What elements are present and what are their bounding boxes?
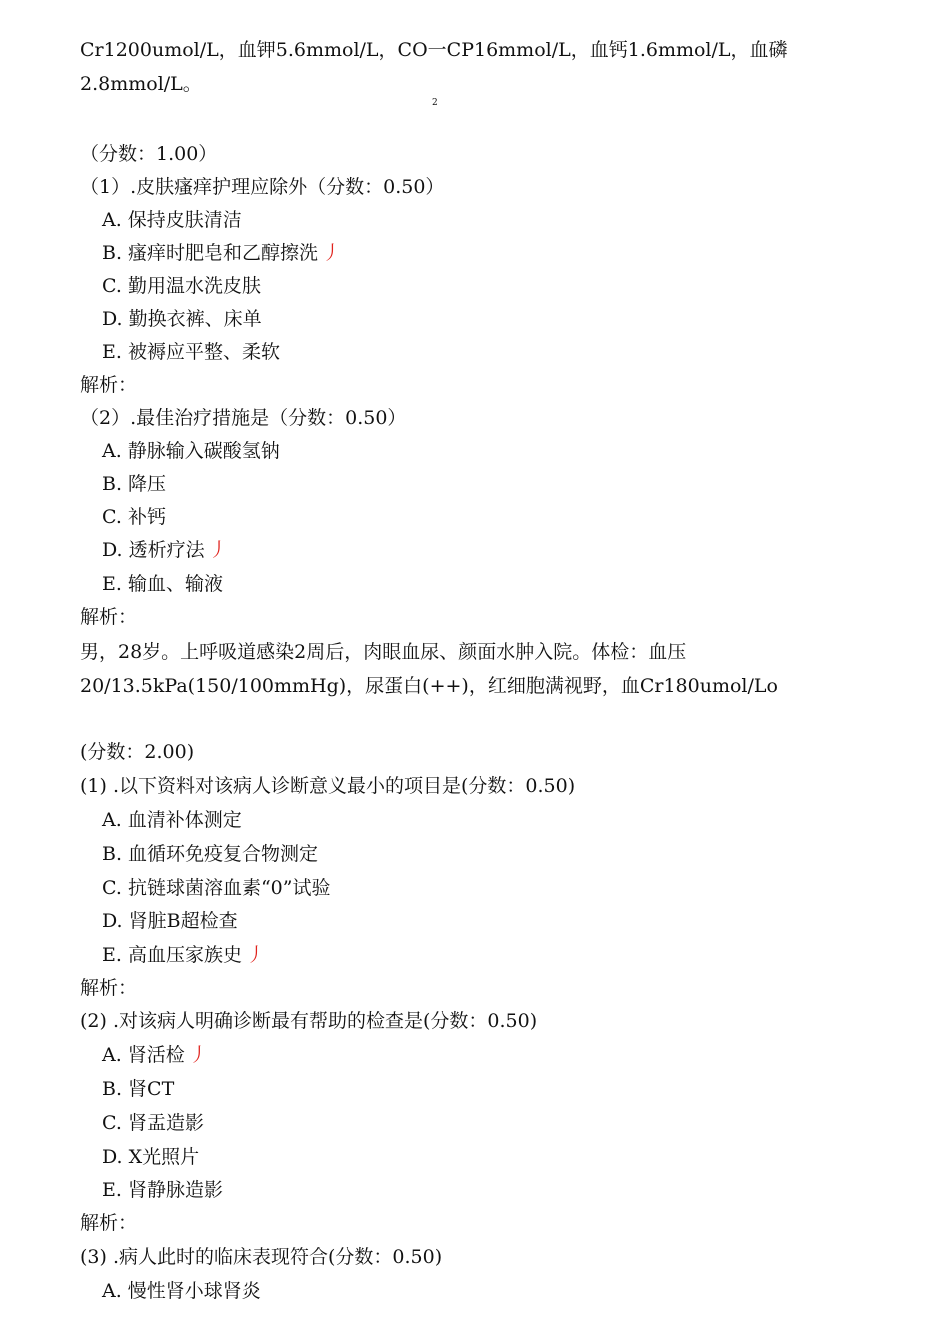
option-text: A. 肾活检 xyxy=(102,1044,185,1066)
case1-q2-option-a: A. 静脉输入碳酸氢钠 xyxy=(102,440,280,462)
case2-q2-option-c: C. 肾盂造影 xyxy=(102,1112,204,1134)
case2-q3-stem: (3) .病人此时的临床表现符合(分数：0.50) xyxy=(80,1246,443,1268)
case2-q1-option-e xyxy=(102,943,265,967)
case2-description-1: 男，28岁。上呼吸道感染2周后，肉眼血尿、颜面水肿入院。体检：血压 xyxy=(80,641,687,663)
case2-q1-option-b: B. 血循环免疫复合物测定 xyxy=(102,843,319,865)
case2-q1-option-a: A. 血清补体测定 xyxy=(102,809,242,831)
option-text: E. 高血压家族史 xyxy=(102,944,242,966)
case2-q2-option-a xyxy=(102,1043,208,1067)
answer-mark: 丿 xyxy=(188,1044,208,1066)
case2-q1-stem: (1) .以下资料对该病人诊断意义最小的项目是(分数：0.50) xyxy=(80,775,576,797)
case1-q2-analysis: 解析： xyxy=(80,606,138,628)
case2-q1-option-d: D. 肾脏B超检查 xyxy=(102,910,238,932)
page-footnote-marker: 2 xyxy=(432,98,438,108)
case1-q2-option-e: E. 输血、输液 xyxy=(102,573,223,595)
case1-q1-stem: （1）.皮肤瘙痒护理应除外（分数：0.50） xyxy=(80,176,445,198)
case1-q1-option-d: D. 勤换衣裤、床单 xyxy=(102,308,262,330)
intro-line-1: Cr1200umol/L，血钾5.6mmol/L，CO一CP16mmol/L，血钙1.6mmol/L，血磷 xyxy=(80,39,788,61)
case2-q1-analysis: 解析： xyxy=(80,977,138,999)
case1-q2-option-d xyxy=(102,538,228,562)
case1-q2-option-c: C. 补钙 xyxy=(102,506,166,528)
case2-q2-analysis: 解析： xyxy=(80,1212,138,1234)
case1-q1-analysis: 解析： xyxy=(80,374,138,396)
case1-q1-option-b xyxy=(102,241,341,265)
case2-q1-option-c: C. 抗链球菌溶血素“0”试验 xyxy=(102,877,331,899)
case2-q3-option-a: A. 慢性肾小球肾炎 xyxy=(102,1280,261,1302)
case2-q2-option-b: B. 肾CT xyxy=(102,1078,175,1100)
case1-q1-option-c: C. 勤用温水洗皮肤 xyxy=(102,275,261,297)
option-text: B. 瘙痒时肥皂和乙醇擦洗 xyxy=(102,242,319,264)
case2-q2-option-d: D. X光照片 xyxy=(102,1146,200,1168)
case1-q1-option-a: A. 保持皮肤清洁 xyxy=(102,209,242,231)
case2-q2-option-e: E. 肾静脉造影 xyxy=(102,1179,223,1201)
case1-q2-stem: （2）.最佳治疗措施是（分数：0.50） xyxy=(80,407,407,429)
answer-mark: 丿 xyxy=(245,944,265,966)
answer-mark: 丿 xyxy=(208,539,228,561)
intro-line-2: 2.8mmol/L。 xyxy=(80,73,202,95)
case1-q2-option-b: B. 降压 xyxy=(102,473,167,495)
option-text: D. 透析疗法 xyxy=(102,539,205,561)
case2-score: (分数：2.00) xyxy=(80,741,195,763)
case2-q2-stem: (2) .对该病人明确诊断最有帮助的检查是(分数：0.50) xyxy=(80,1010,538,1032)
case1-q1-option-e: E. 被褥应平整、柔软 xyxy=(102,341,280,363)
case2-description-2: 20/13.5kPa(150/100mmHg)，尿蛋白(++)，红细胞满视野，血Cr180umol/Lo xyxy=(80,675,778,697)
case1-score: （分数：1.00） xyxy=(80,143,218,165)
answer-mark: 丿 xyxy=(322,242,342,264)
